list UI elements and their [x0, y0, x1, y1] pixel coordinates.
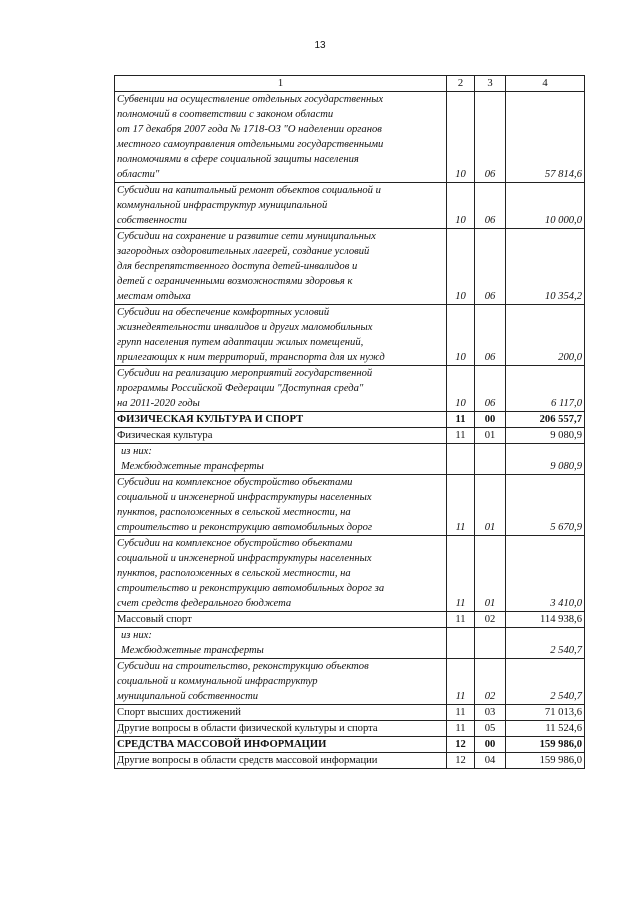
- description-line: прилегающих к ним территорий, транспорта для их нужд: [117, 352, 385, 363]
- description-line: Субсидии на сохранение и развитие сети муниципальных: [117, 231, 376, 242]
- table-row: [115, 92, 585, 183]
- row-subsection-code: [475, 444, 506, 475]
- row-description: [115, 366, 447, 412]
- row-subsection-code: 01: [475, 475, 506, 536]
- table-header-row: [115, 76, 585, 92]
- description-line: муниципальной собственности: [117, 691, 259, 702]
- row-section-code: 11: [447, 659, 475, 705]
- description-line: местного самоуправления отдельными государственными: [117, 139, 384, 150]
- table-row: [115, 444, 585, 475]
- row-subsection-code: 02: [475, 659, 506, 705]
- description-line: местам отдыха: [117, 291, 191, 302]
- description-line: для беспрепятственного доступа детей-инвалидов и: [117, 261, 358, 272]
- table-body: [115, 92, 585, 769]
- description-line: из них:: [121, 446, 152, 457]
- row-subsection-code: 00: [475, 737, 506, 753]
- row-amount: 9 080,9: [506, 428, 585, 444]
- row-subsection-code: 06: [475, 183, 506, 229]
- row-amount: 114 938,6: [506, 612, 585, 628]
- table-row: [115, 705, 585, 721]
- row-amount: 2 540,7: [506, 659, 585, 705]
- description-line: жизнедеятельности инвалидов и других маломобильных: [117, 322, 373, 333]
- row-section-code: 12: [447, 753, 475, 769]
- row-description: [115, 305, 447, 366]
- row-subsection-code: 05: [475, 721, 506, 737]
- description-line: Субсидии на строительство, реконструкцию объектов: [117, 661, 369, 672]
- row-description: [115, 183, 447, 229]
- row-description: [115, 628, 447, 659]
- description-line: полномочий в соответствии с законом области: [117, 109, 334, 120]
- row-subsection-code: 06: [475, 366, 506, 412]
- table-row: [115, 612, 585, 628]
- description-line: Другие вопросы в области средств массовой информации: [117, 755, 378, 766]
- row-amount: 206 557,7: [506, 412, 585, 428]
- description-line: социальной и коммунальной инфраструктур: [117, 676, 318, 687]
- row-section-code: 10: [447, 366, 475, 412]
- description-line: Субсидии на комплексное обустройство объектами: [117, 477, 353, 488]
- row-subsection-code: 01: [475, 536, 506, 612]
- row-section-code: 12: [447, 737, 475, 753]
- row-section-code: 11: [447, 428, 475, 444]
- row-amount: 159 986,0: [506, 753, 585, 769]
- description-line: пунктов, расположенных в сельской местности, на: [117, 568, 351, 579]
- row-description: [115, 92, 447, 183]
- description-line: счет средств федерального бюджета: [117, 598, 292, 609]
- table-row: [115, 366, 585, 412]
- row-description: [115, 229, 447, 305]
- row-description: [115, 444, 447, 475]
- description-line: программы Российской Федерации "Доступная среда": [117, 383, 364, 394]
- row-section-code: 11: [447, 612, 475, 628]
- header-col-2: 2: [447, 76, 475, 92]
- row-amount: 5 670,9: [506, 475, 585, 536]
- description-line: Субвенции на осуществление отдельных государственных: [117, 94, 384, 105]
- table-row: [115, 229, 585, 305]
- header-col-4: 4: [506, 76, 585, 92]
- table-row: [115, 737, 585, 753]
- row-amount: 57 814,6: [506, 92, 585, 183]
- description-line: области": [117, 169, 160, 180]
- row-description: [115, 428, 447, 444]
- table-row: [115, 183, 585, 229]
- description-line: строительство и реконструкцию автомобильных дорог: [117, 522, 373, 533]
- row-description: [115, 536, 447, 612]
- description-line: Физическая культура: [117, 430, 213, 441]
- row-amount: 6 117,0: [506, 366, 585, 412]
- table-row: [115, 536, 585, 612]
- description-line: детей с ограниченными возможностями здоровья к: [117, 276, 353, 287]
- row-subsection-code: [475, 628, 506, 659]
- description-line: от 17 декабря 2007 года № 1718-ОЗ "О наделении органов: [117, 124, 382, 135]
- description-line: Субсидии на обеспечение комфортных условий: [117, 307, 330, 318]
- description-line: Межбюджетные трансферты: [121, 461, 264, 472]
- row-amount: 71 013,6: [506, 705, 585, 721]
- description-line: Массовый спорт: [117, 614, 192, 625]
- description-line: пунктов, расположенных в сельской местности, на: [117, 507, 351, 518]
- row-subsection-code: 04: [475, 753, 506, 769]
- row-description: [115, 753, 447, 769]
- row-subsection-code: 06: [475, 92, 506, 183]
- table-row: [115, 628, 585, 659]
- description-line: социальной и инженерной инфраструктуры населенных: [117, 492, 372, 503]
- row-amount: 159 986,0: [506, 737, 585, 753]
- table-row: [115, 659, 585, 705]
- description-line: Субсидии на реализацию мероприятий государственной: [117, 368, 373, 379]
- table-row: [115, 753, 585, 769]
- description-line: ФИЗИЧЕСКАЯ КУЛЬТУРА И СПОРТ: [117, 414, 304, 425]
- table-row: [115, 412, 585, 428]
- row-amount: 9 080,9: [506, 444, 585, 475]
- description-line: СРЕДСТВА МАССОВОЙ ИНФОРМАЦИИ: [117, 739, 327, 750]
- description-line: на 2011-2020 годы: [117, 398, 200, 409]
- table-row: [115, 475, 585, 536]
- description-line: строительство и реконструкцию автомобильных дорог за: [117, 583, 385, 594]
- header-col-3: 3: [475, 76, 506, 92]
- header-col-1: 1: [115, 76, 447, 92]
- row-subsection-code: 03: [475, 705, 506, 721]
- row-amount: 11 524,6: [506, 721, 585, 737]
- row-section-code: 10: [447, 92, 475, 183]
- row-amount: 2 540,7: [506, 628, 585, 659]
- row-description: [115, 705, 447, 721]
- row-section-code: 11: [447, 705, 475, 721]
- row-section-code: [447, 628, 475, 659]
- row-section-code: 11: [447, 412, 475, 428]
- row-section-code: 11: [447, 721, 475, 737]
- row-subsection-code: 06: [475, 229, 506, 305]
- row-amount: 200,0: [506, 305, 585, 366]
- row-subsection-code: 01: [475, 428, 506, 444]
- table-row: [115, 305, 585, 366]
- row-section-code: 10: [447, 229, 475, 305]
- row-section-code: 11: [447, 475, 475, 536]
- row-section-code: 11: [447, 536, 475, 612]
- row-description: [115, 612, 447, 628]
- row-subsection-code: 06: [475, 305, 506, 366]
- row-description: [115, 412, 447, 428]
- description-line: Субсидии на капитальный ремонт объектов социальной и: [117, 185, 381, 196]
- row-amount: 10 354,2: [506, 229, 585, 305]
- table-row: [115, 721, 585, 737]
- row-description: [115, 737, 447, 753]
- row-description: [115, 475, 447, 536]
- table-row: [115, 428, 585, 444]
- budget-table: [114, 75, 585, 769]
- description-line: социальной и инженерной инфраструктуры населенных: [117, 553, 372, 564]
- description-line: Субсидии на комплексное обустройство объектами: [117, 538, 353, 549]
- row-amount: 10 000,0: [506, 183, 585, 229]
- row-description: [115, 721, 447, 737]
- row-subsection-code: 00: [475, 412, 506, 428]
- description-line: собственности: [117, 215, 187, 226]
- row-subsection-code: 02: [475, 612, 506, 628]
- row-description: [115, 659, 447, 705]
- row-amount: 3 410,0: [506, 536, 585, 612]
- row-section-code: 10: [447, 305, 475, 366]
- description-line: полномочиями в сфере социальной защиты населения: [117, 154, 359, 165]
- description-line: загородных оздоровительных лагерей, создание условий: [117, 246, 370, 257]
- description-line: групп населения путем адаптации жилых помещений,: [117, 337, 364, 348]
- description-line: Спорт высших достижений: [117, 707, 241, 718]
- description-line: Межбюджетные трансферты: [121, 645, 264, 656]
- description-line: из них:: [121, 630, 152, 641]
- row-section-code: 10: [447, 183, 475, 229]
- page-number: 13: [314, 40, 326, 51]
- description-line: Другие вопросы в области физической культуры и спорта: [117, 723, 378, 734]
- row-section-code: [447, 444, 475, 475]
- description-line: коммунальной инфраструктур муниципальной: [117, 200, 328, 211]
